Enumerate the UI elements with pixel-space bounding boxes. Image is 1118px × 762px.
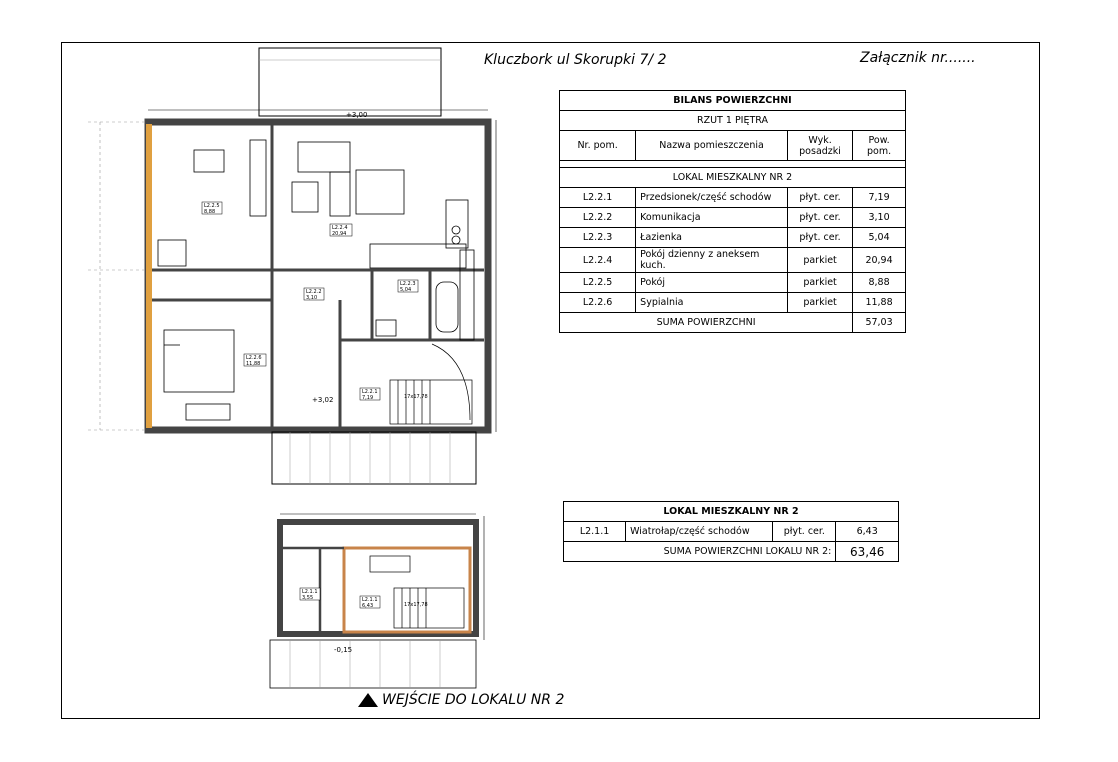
balcony-bottom bbox=[272, 432, 476, 484]
label-room-221-area: 7,19 bbox=[362, 395, 374, 401]
label-level-ground: -0,15 bbox=[334, 646, 353, 654]
label-level-top: +3,00 bbox=[346, 111, 368, 119]
lower-terrace bbox=[270, 640, 476, 688]
upper-interior-walls bbox=[152, 124, 484, 428]
balcony-bottom-hatch bbox=[290, 432, 450, 484]
table-row bbox=[564, 542, 899, 562]
table-row bbox=[560, 313, 906, 333]
label-room-223-area: 5,04 bbox=[400, 287, 412, 293]
ground-table bbox=[563, 501, 899, 562]
col-floor: Wyk. posadzki bbox=[787, 131, 852, 161]
lower-outer-wall bbox=[280, 522, 476, 634]
bathroom-fixtures bbox=[376, 250, 474, 340]
table-row: L2.2.1 Przedsionek/część schodów płyt. cer. 7,19 bbox=[560, 188, 906, 208]
balance-section: LOKAL MIESZKALNY NR 2 bbox=[560, 168, 906, 188]
label-stairs-lower: 17x17,78 bbox=[404, 602, 428, 608]
insulation-strip bbox=[146, 124, 152, 428]
project-title: Kluczbork ul Skorupki 7/ 2 bbox=[484, 52, 667, 68]
balance-sum-value: 57,03 bbox=[853, 313, 906, 333]
entry-text: WEJŚCIE DO LOKALU NR 2 bbox=[382, 692, 565, 708]
table-row: L2.2.2 Komunikacja płyt. cer. 3,10 bbox=[560, 208, 906, 228]
entry-label bbox=[358, 692, 564, 708]
label-room-110-area: 3,55 bbox=[302, 595, 314, 601]
table-row: L2.2.5 Pokój parkiet 8,88 bbox=[560, 273, 906, 293]
table-row: L2.1.1 Wiatrołap/część schodów płyt. cer. 6,43 bbox=[564, 522, 899, 542]
label-room-110: L2.1.1 bbox=[302, 589, 318, 595]
balance-subtitle: RZUT 1 PIĘTRA bbox=[560, 111, 906, 131]
label-room-223: L2.2.3 bbox=[400, 281, 416, 287]
table-row: L2.2.3 Łazienka płyt. cer. 5,04 bbox=[560, 228, 906, 248]
label-room-111: L2.1.1 bbox=[362, 597, 378, 603]
label-room-225: L2.2.5 bbox=[204, 203, 220, 209]
attachment-number: Załącznik nr....... bbox=[860, 50, 976, 66]
label-room-222-area: 3,10 bbox=[306, 295, 318, 301]
label-level-mid: +3,02 bbox=[312, 396, 334, 404]
label-room-224: L2.2.4 bbox=[332, 225, 348, 231]
upper-outer-wall bbox=[148, 122, 488, 430]
balance-sum-label: SUMA POWIERZCHNI bbox=[560, 313, 853, 333]
lower-entry-room bbox=[344, 548, 470, 632]
label-stairs-upper: 17x17,78 bbox=[404, 394, 428, 400]
label-room-224-area: 20,94 bbox=[332, 231, 347, 237]
stairs-lower bbox=[370, 556, 464, 628]
bedroom-furniture bbox=[164, 330, 234, 420]
col-nr: Nr. pom. bbox=[560, 131, 636, 161]
table-row: L2.2.6 Sypialnia parkiet 11,88 bbox=[560, 293, 906, 313]
balcony-top bbox=[259, 48, 441, 116]
label-room-222: L2.2.2 bbox=[306, 289, 322, 295]
entry-triangle-icon bbox=[358, 693, 378, 707]
ground-sum-value: 63,46 bbox=[836, 542, 899, 562]
balance-title: BILANS POWIERZCHNI bbox=[560, 91, 906, 111]
neighbour-context bbox=[88, 122, 148, 430]
balance-table bbox=[559, 90, 906, 333]
label-room-226-area: 11,88 bbox=[246, 361, 261, 367]
label-room-111-area: 6,43 bbox=[362, 603, 374, 609]
ground-title: LOKAL MIESZKALNY NR 2 bbox=[564, 502, 899, 522]
col-area: Pow. pom. bbox=[853, 131, 906, 161]
living-furniture bbox=[292, 142, 468, 268]
col-name: Nazwa pomieszczenia bbox=[636, 131, 788, 161]
lower-terrace-hatch bbox=[290, 640, 440, 688]
label-room-221: L2.2.1 bbox=[362, 389, 378, 395]
ground-sum-label: SUMA POWIERZCHNI LOKALU NR 2: bbox=[564, 542, 836, 562]
stairs-upper bbox=[390, 344, 472, 424]
plan-room-labels bbox=[202, 111, 428, 654]
label-room-225-area: 8,88 bbox=[204, 209, 216, 215]
table-row: L2.2.4 Pokój dzienny z aneksem kuch. parkiet 20,94 bbox=[560, 248, 906, 273]
label-room-226: L2.2.6 bbox=[246, 355, 262, 361]
